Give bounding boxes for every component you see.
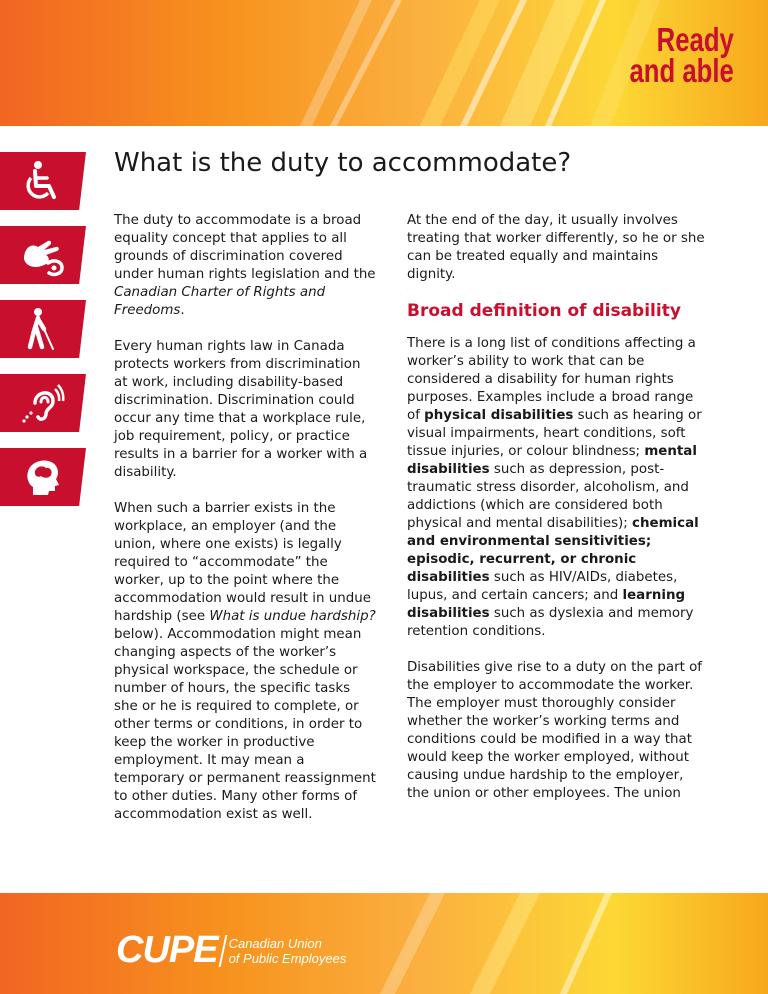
accommodation-paragraph — [114, 500, 378, 824]
footer-banner — [0, 893, 768, 994]
text-run: The duty to accommodate is a broad equality concept that applies to all grounds of discrimination covered under human rights legislation and the — [114, 213, 376, 282]
bold-term: chemical and environmental sensitivities; episodic, recurrent, or chronic disabilities — [407, 516, 699, 585]
section-heading: Broad definition of disability — [407, 301, 681, 321]
intro-paragraph — [114, 212, 378, 320]
cupe-logo — [116, 929, 346, 972]
logo-divider — [218, 935, 227, 967]
bold-term: physical disabilities — [424, 408, 574, 423]
employer-duty-paragraph: Disabilities give rise to a duty on the part of the employer to accommodate the worker. The employer must thoroughly consider whether the worker’s working terms and conditions could be modified in a way that would keep the worker employed, without causing undue hardship to the employer, the union or other employees. The union — [407, 660, 703, 801]
mind-head-icon — [0, 448, 86, 506]
disability-list-paragraph — [407, 335, 707, 641]
discrimination-paragraph: Every human rights law in Canada protects workers from discrimination at work, including disability-based discrimination. Discrimination could occur any time that a workplace rule, job requirement, policy, or practice results in a barrier for a worker with a disability. — [114, 339, 368, 480]
brand-line-2: and able — [629, 52, 734, 89]
left-column — [114, 212, 378, 842]
equality-paragraph: At the end of the day, it usually involves treating that worker differently, so he or she can be treated equally and maintains dignity. — [407, 213, 705, 282]
wheelchair-icon — [0, 152, 86, 210]
org-name-line-2: of Public Employees — [228, 950, 347, 966]
bold-term: learning disabilities — [407, 588, 686, 621]
white-cane-icon — [0, 300, 86, 358]
text-run: below). Accommodation might mean changing aspects of the worker’s physical workspace, the schedule or number of hours, the specific tasks she or he is required to complete, or other terms or conditions, in order to keep the worker in productive employment. It may mean a temporary or permanent reassignment to other duties. Many other forms of accommodation exist as well. — [114, 627, 376, 822]
cupe-wordmark: CUPE — [116, 929, 218, 971]
text-run: There is a long list of conditions affecting a worker’s ability to work that can be considered a disability for human rights purposes. Examples include a broad range of — [407, 336, 696, 423]
page-title: What is the duty to accommodate? — [114, 148, 572, 178]
right-column — [407, 212, 707, 821]
text-run: such as HIV/AIDs, diabetes, lupus, and certain cancers; and — [407, 570, 678, 603]
undue-hardship-reference: What is undue hardship? — [209, 609, 376, 624]
accessibility-icon-column — [0, 152, 86, 522]
hearing-assist-icon — [0, 374, 86, 432]
text-run: such as depression, post-traumatic stress disorder, alcoholism, and addictions (which are considered both physical and mental disabilities); — [407, 462, 689, 531]
bold-term: mental disabilities — [407, 444, 697, 477]
org-name-line-1: Canadian Union — [228, 935, 322, 951]
header-banner — [0, 0, 768, 126]
brand-line-1: Ready — [656, 21, 734, 58]
text-run: such as dyslexia and memory retention conditions. — [407, 606, 694, 639]
text-run: such as hearing or visual impairments, heart conditions, soft tissue injuries, or colour blindness; — [407, 408, 702, 459]
text-run: . — [180, 303, 185, 318]
organization-name — [229, 936, 347, 966]
sign-language-icon — [0, 226, 86, 284]
brand-title — [629, 21, 734, 89]
text-run: When such a barrier exists in the workplace, an employer (and the union, where one exists) is legally required to “accommodate” the worker, up to the point where the accommodation would result in undue hardship (see — [114, 501, 371, 624]
charter-title: Canadian Charter of Rights and Freedoms — [114, 285, 326, 318]
